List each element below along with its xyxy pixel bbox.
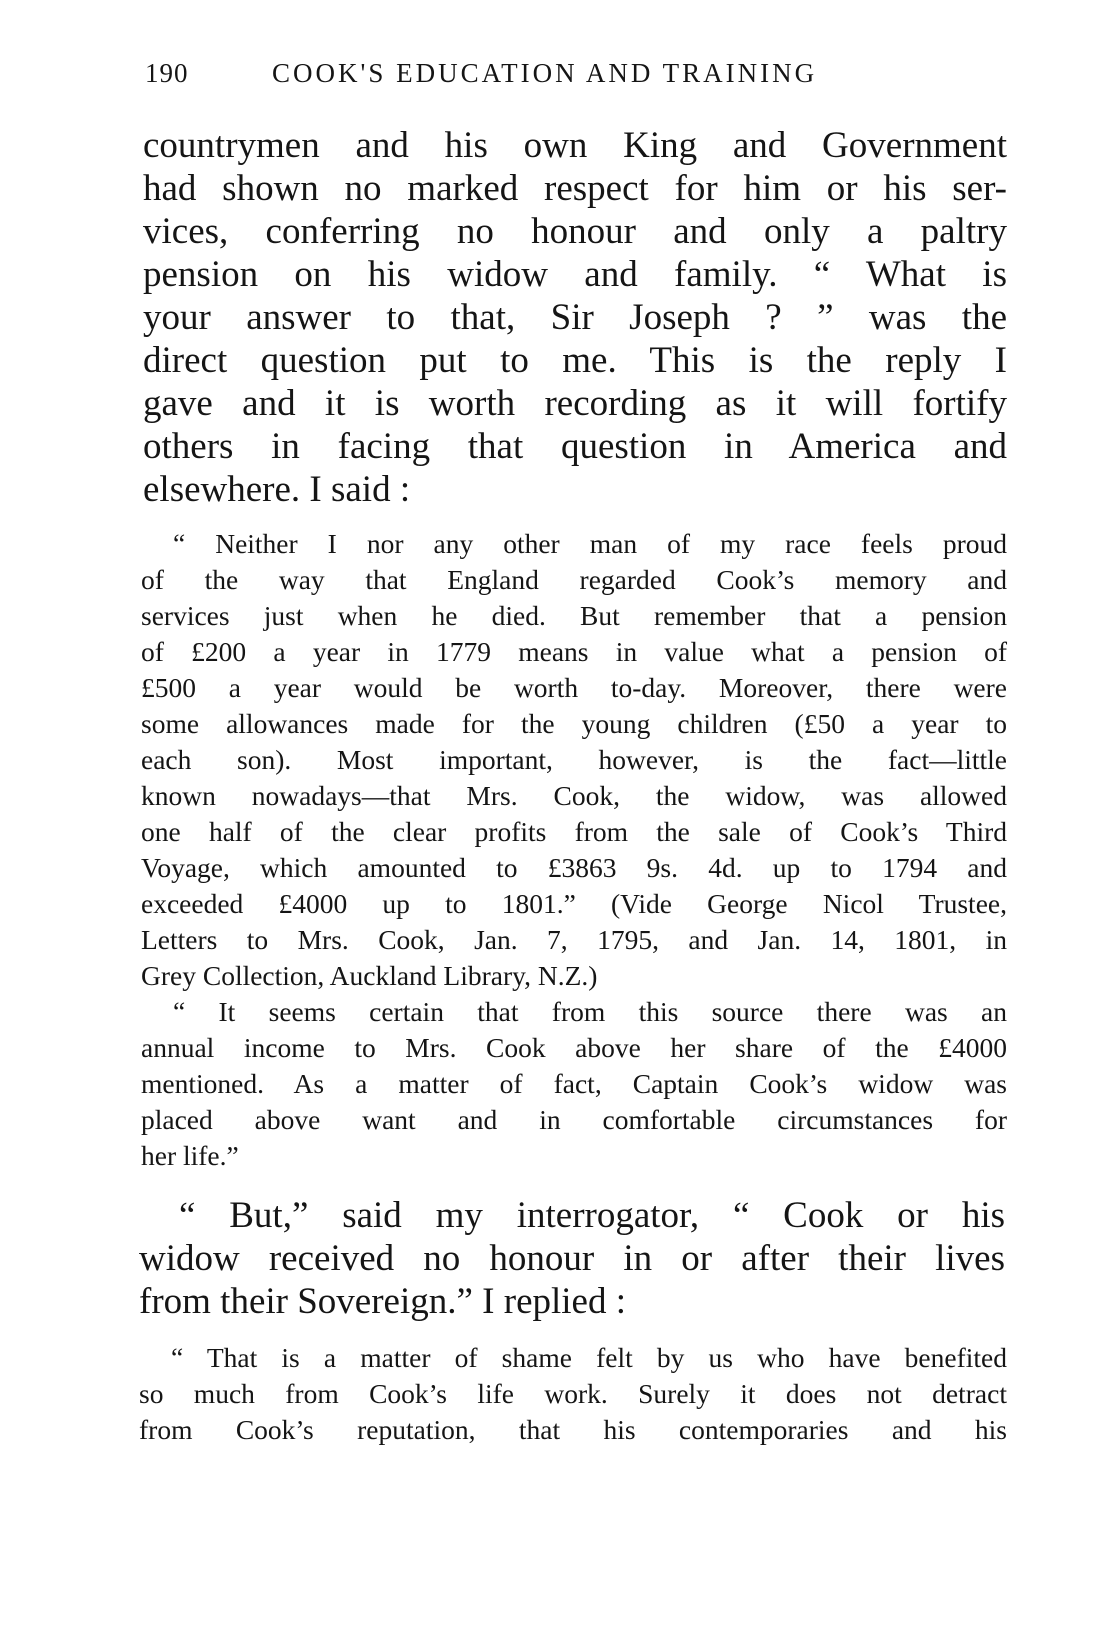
quote-line: her life.” <box>141 1140 239 1171</box>
quote-line: £500 a year would be worth to-day. Moreover, there were <box>141 672 1007 703</box>
body-line: direct question put to me. This is the reply I <box>143 340 1007 381</box>
quote-line: from Cook’s reputation, that his contemporaries and his <box>139 1414 1007 1445</box>
quote-line: placed above want and in comfortable circumstances for <box>141 1104 1007 1135</box>
body-line: vices, conferring no honour and only a paltry <box>143 211 1007 252</box>
quote-line: Grey Collection, Auckland Library, N.Z.) <box>141 960 598 991</box>
body-line: countrymen and his own King and Government <box>143 125 1007 166</box>
quote-line: services just when he died. But remember that a pension <box>141 600 1007 631</box>
quote-line: “ It seems certain that from this source there was an <box>173 996 1007 1027</box>
running-title: COOK'S EDUCATION AND TRAINING <box>272 58 818 88</box>
quote-line: “ Neither I nor any other man of my race feels proud <box>173 528 1007 559</box>
body-line: widow received no honour in or after their lives <box>139 1238 1005 1279</box>
quote-line: known nowadays—that Mrs. Cook, the widow, was allowed <box>141 780 1007 811</box>
body-line: elsewhere. I said : <box>143 469 411 510</box>
quote-line: so much from Cook’s life work. Surely it does not detract <box>139 1378 1007 1409</box>
body-line: pension on his widow and family. “ What is <box>143 254 1007 295</box>
quote-line: Voyage, which amounted to £3863 9s. 4d. up to 1794 and <box>141 852 1007 883</box>
page-number: 190 <box>145 58 189 88</box>
quote-line: exceeded £4000 up to 1801.” (Vide George Nicol Trustee, <box>141 888 1007 919</box>
body-line: “ But,” said my interrogator, “ Cook or his <box>179 1195 1005 1236</box>
body-line: from their Sovereign.” I replied : <box>139 1281 626 1322</box>
running-header <box>145 58 1005 98</box>
quote-line: annual income to Mrs. Cook above her share of the £4000 <box>141 1032 1007 1063</box>
quote-line: “ That is a matter of shame felt by us who have benefited <box>171 1342 1007 1373</box>
quote-line: of the way that England regarded Cook’s memory and <box>141 564 1007 595</box>
quote-line: Letters to Mrs. Cook, Jan. 7, 1795, and Jan. 14, 1801, in <box>141 924 1007 955</box>
quote-line: each son). Most important, however, is the fact—little <box>141 744 1007 775</box>
body-line: your answer to that, Sir Joseph ? ” was the <box>143 297 1007 338</box>
quote-line: some allowances made for the young children (£50 a year to <box>141 708 1007 739</box>
body-line: others in facing that question in America and <box>143 426 1007 467</box>
quote-line: mentioned. As a matter of fact, Captain Cook’s widow was <box>141 1068 1007 1099</box>
body-line: had shown no marked respect for him or his ser- <box>143 168 1007 209</box>
quote-line: one half of the clear profits from the sale of Cook’s Third <box>141 816 1007 847</box>
quote-line: of £200 a year in 1779 means in value what a pension of <box>141 636 1007 667</box>
body-line: gave and it is worth recording as it will fortify <box>143 383 1007 424</box>
